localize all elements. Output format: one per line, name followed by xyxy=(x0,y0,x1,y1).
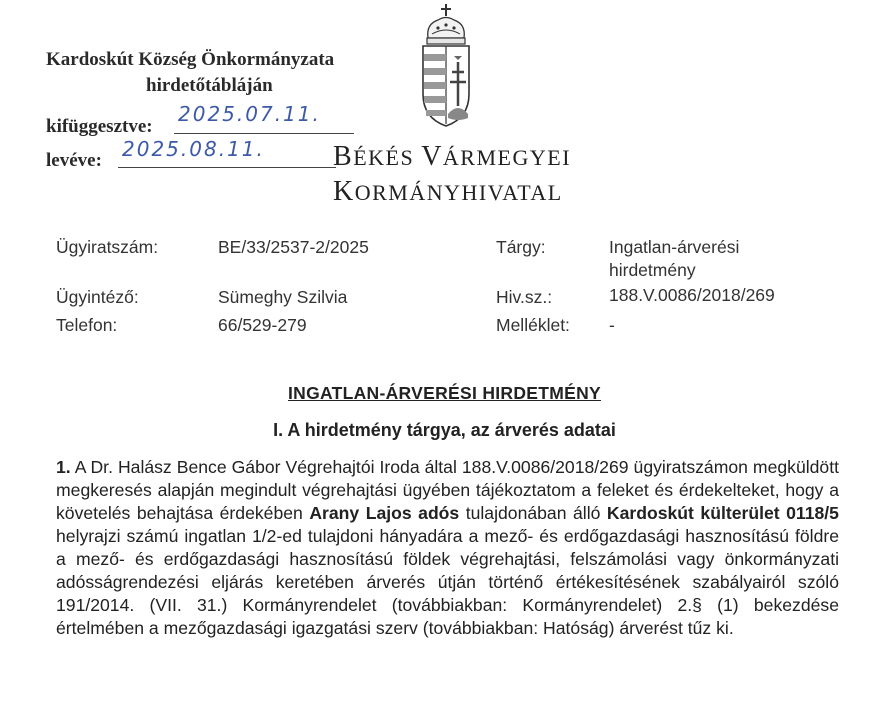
case-number-value: BE/33/2537-2/2025 xyxy=(218,237,369,257)
subject-value-line2: hirdetmény xyxy=(609,260,696,280)
office-name xyxy=(333,140,571,210)
stamp-posted-date: 2025.07.11. xyxy=(178,102,321,126)
property-reference: Kardoskút külterület 0118/5 xyxy=(606,503,839,523)
attachment-label: Melléklet: xyxy=(496,315,570,335)
debtor-name: Arany Lajos adós xyxy=(309,503,460,523)
reference-value: 188.V.0086/2018/269 xyxy=(609,285,775,305)
office-name-line1: BÉKÉS VÁRMEGYEI xyxy=(333,141,572,172)
handler-value: Sümeghy Szilvia xyxy=(218,287,348,307)
reference-label: Hiv.sz.: xyxy=(496,287,553,307)
attachment-value: - xyxy=(609,315,615,335)
handler-label: Ügyintéző: xyxy=(56,287,139,307)
stamp-removed-underline xyxy=(118,167,336,168)
stamp-board: hirdetőtábláján xyxy=(146,75,273,96)
section-title: I. A hirdetmény tárgya, az árverés adatai xyxy=(273,420,616,440)
paragraph-number: 1. xyxy=(56,457,71,477)
phone-label: Telefon: xyxy=(56,315,118,335)
stamp-posted-label: kifüggesztve: xyxy=(46,116,153,137)
document-title: INGATLAN-ÁRVERÉSI HIRDETMÉNY xyxy=(287,383,602,403)
stamp-posted-underline xyxy=(174,133,354,134)
stamp-municipality: Kardoskút Község Önkormányzata xyxy=(46,49,335,70)
case-number-label: Ügyiratszám: xyxy=(56,237,159,257)
office-name-line2: KORMÁNYHIVATAL xyxy=(333,176,563,207)
subject-label: Tárgy: xyxy=(496,237,546,257)
subject-value-line1: Ingatlan-árverési xyxy=(609,237,740,257)
stamp-removed-label: levéve: xyxy=(46,150,102,171)
coat-of-arms-icon xyxy=(418,2,474,130)
phone-value: 66/529-279 xyxy=(218,315,307,335)
paragraph-1: 1. A Dr. Halász Bence Gábor Végrehajtói Iroda által 188.V.0086/2018/269 ügyiratszámon megküldött megkeresés alapján megindult végrehajtási ügyében tájékoztatom a feleket és érdekelteket, hogy a követelés behajtása érdekében Arany Lajos adós tulajdonában álló Kardoskút külterület 0118/5 helyrajzi számú ingatlan 1/2-ed tulajdoni hányadára a mező- és erdőgazdasági hasznosítású földre a mező- és erdőgazdasági hasznosítású földek végrehajtási, felszámolási vagy önkormányzati adósságrendezési eljárás keretében árverés útján történő értékesítésének szabályairól szóló 191/2014. (VII. 31.) Kormányrendelet (továbbiakban: Kormányrendelet) 2.§ (1) bekezdése értelmében a mezőgazdasági igazgatási szerv (továbbiakban: Hatóság) árverést tűz ki. xyxy=(56,457,839,638)
stamp-removed-date: 2025.08.11. xyxy=(122,137,265,161)
